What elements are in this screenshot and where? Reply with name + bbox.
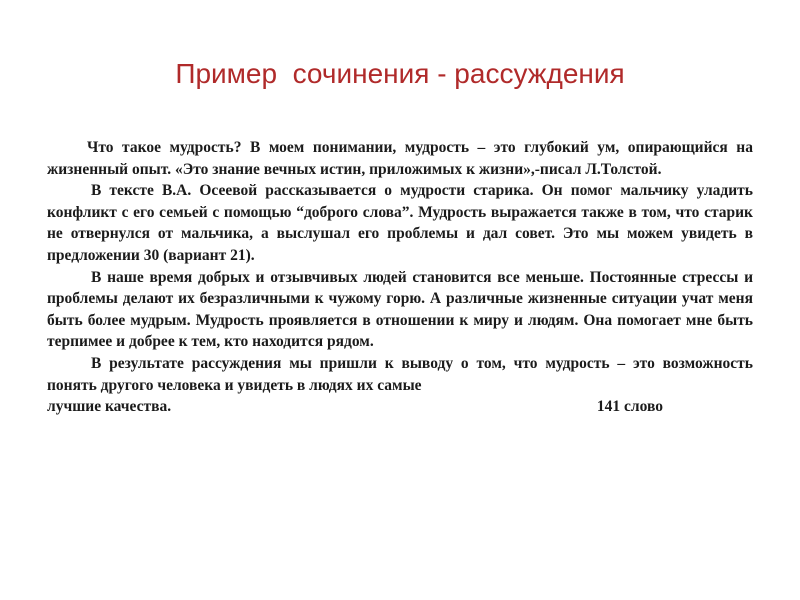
word-count: 141 слово [596, 398, 663, 416]
essay-paragraph-3: В наше время добрых и отзывчивых людей становится все меньше. Постоянные стрессы и проблемы делают их безразличными к чужому горю. А различные жизненные ситуации учат меня быть более мудрым. Мудрость проявляется в отношении к миру и людям. Она помогает мне быть терпимее и добрее к тем, кто находится рядом. [47, 268, 753, 351]
slide-title: Пример сочинения - рассуждения [175, 58, 625, 89]
essay-paragraph-2: В тексте В.А. Осеевой рассказывается о мудрости старика. Он помог мальчику уладить конфликт с его семьей с помощью “доброго слова”. Мудрость выражается также в том, что старик не отвернулся от мальчика, а выслушал его проблемы и дал совет. Это мы можем увидеть в предложении 30 (вариант 21). [47, 182, 753, 264]
essay-body [47, 137, 753, 418]
essay-paragraph-1: Что такое мудрость? В моем понимании, мудрость – это глубокий ум, опирающийся на жизненный опыт. «Это знание вечных истин, приложимых к жизни»,-писал Л.Толстой. [47, 139, 753, 178]
essay-closing-line [47, 396, 753, 418]
essay-closing-text: лучшие качества. [47, 398, 172, 416]
essay-paragraph-4: В результате рассуждения мы пришли к выводу о том, что мудрость – это возможность понять другого человека и увидеть в людях их самые [47, 354, 753, 394]
